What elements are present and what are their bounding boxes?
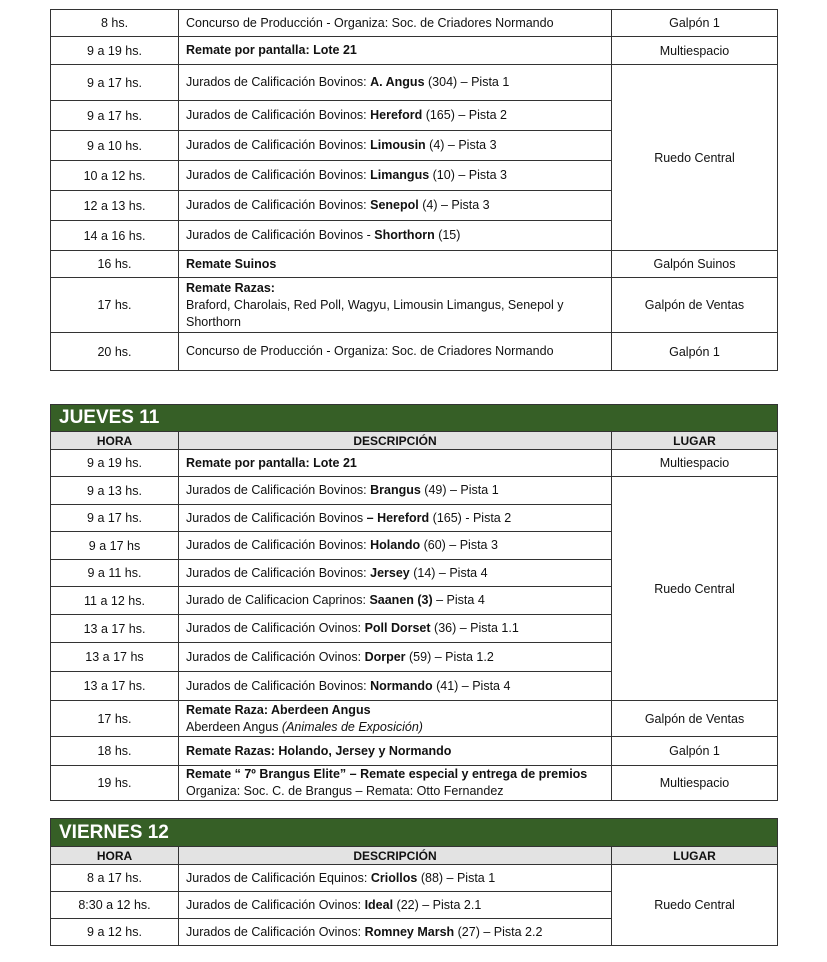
descripcion-cell: Jurados de Calificación Bovinos: Holando (60) – Pista 3 xyxy=(179,532,612,560)
table-row xyxy=(51,65,778,101)
schedule-table-viernes xyxy=(50,818,778,946)
descripcion-cell: Jurados de Calificación Bovinos: Senepol (4) – Pista 3 xyxy=(179,191,612,221)
header-lugar: LUGAR xyxy=(612,432,778,450)
hora-cell: 16 hs. xyxy=(51,251,179,278)
lugar-cell: Multiespacio xyxy=(612,450,778,477)
lugar-cell: Multiespacio xyxy=(612,766,778,801)
descripcion-cell: Remate por pantalla: Lote 21 xyxy=(179,450,612,477)
descripcion-cell: Remate por pantalla: Lote 21 xyxy=(179,37,612,65)
lugar-cell: Galpón 1 xyxy=(612,737,778,766)
header-descripcion: DESCRIPCIÓN xyxy=(179,432,612,450)
hora-cell: 13 a 17 hs. xyxy=(51,615,179,643)
hora-cell: 9 a 17 hs. xyxy=(51,65,179,101)
descripcion-cell: Remate Suinos xyxy=(179,251,612,278)
descripcion-cell: Jurados de Calificación Bovinos: A. Angus (304) – Pista 1 xyxy=(179,65,612,101)
descripcion-cell: Concurso de Producción - Organiza: Soc. de Criadores Normando xyxy=(179,10,612,37)
header-lugar: LUGAR xyxy=(612,847,778,865)
table-row xyxy=(51,37,778,65)
hora-cell: 20 hs. xyxy=(51,333,179,371)
hora-cell: 14 a 16 hs. xyxy=(51,221,179,251)
table-row xyxy=(51,450,778,477)
table-row xyxy=(51,333,778,371)
lugar-cell: Galpón Suinos xyxy=(612,251,778,278)
hora-cell: 17 hs. xyxy=(51,701,179,737)
hora-cell: 17 hs. xyxy=(51,278,179,333)
hora-cell: 8 hs. xyxy=(51,10,179,37)
column-header-row xyxy=(51,847,778,865)
table-row xyxy=(51,278,778,333)
hora-cell: 11 a 12 hs. xyxy=(51,587,179,615)
hora-cell: 9 a 17 hs xyxy=(51,532,179,560)
day-title-row xyxy=(51,405,778,432)
column-header-row xyxy=(51,432,778,450)
hora-cell: 9 a 11 hs. xyxy=(51,560,179,587)
day-title: JUEVES 11 xyxy=(51,405,778,432)
descripcion-cell: Jurados de Calificación Ovinos: Dorper (59) – Pista 1.2 xyxy=(179,643,612,672)
lugar-cell: Ruedo Central xyxy=(612,477,778,701)
descripcion-cell: Jurados de Calificación Bovinos: Jersey (14) – Pista 4 xyxy=(179,560,612,587)
descripcion-cell: Jurados de Calificación Ovinos: Romney Marsh (27) – Pista 2.2 xyxy=(179,919,612,946)
lugar-cell: Multiespacio xyxy=(612,37,778,65)
day-title-row xyxy=(51,819,778,847)
hora-cell: 10 a 12 hs. xyxy=(51,161,179,191)
table-row xyxy=(51,251,778,278)
table-row xyxy=(51,737,778,766)
hora-cell: 9 a 17 hs. xyxy=(51,505,179,532)
descripcion-cell: Jurados de Calificación Bovinos: Normando (41) – Pista 4 xyxy=(179,672,612,701)
hora-cell: 9 a 10 hs. xyxy=(51,131,179,161)
lugar-cell: Galpón 1 xyxy=(612,10,778,37)
hora-cell: 8 a 17 hs. xyxy=(51,865,179,892)
descripcion-cell: Jurado de Calificacion Caprinos: Saanen (3) – Pista 4 xyxy=(179,587,612,615)
descripcion-cell: Jurados de Calificación Bovinos - Shorthorn (15) xyxy=(179,221,612,251)
table-row xyxy=(51,10,778,37)
descripcion-cell: Jurados de Calificación Ovinos: Poll Dorset (36) – Pista 1.1 xyxy=(179,615,612,643)
descripcion-cell: Jurados de Calificación Bovinos: Hereford (165) – Pista 2 xyxy=(179,101,612,131)
table-row xyxy=(51,701,778,737)
descripcion-cell: Jurados de Calificación Bovinos – Hereford (165) - Pista 2 xyxy=(179,505,612,532)
hora-cell: 13 a 17 hs xyxy=(51,643,179,672)
hora-cell: 9 a 17 hs. xyxy=(51,101,179,131)
table-row xyxy=(51,865,778,892)
table-row xyxy=(51,766,778,801)
descripcion-cell: Remate “ 7º Brangus Elite” – Remate especial y entrega de premios Organiza: Soc. C. de Brangus – Remata: Otto Fernandez xyxy=(179,766,612,801)
schedule-table-jueves xyxy=(50,404,778,801)
descripcion-cell: Concurso de Producción - Organiza: Soc. de Criadores Normando xyxy=(179,333,612,371)
lugar-cell: Ruedo Central xyxy=(612,865,778,946)
lugar-cell: Ruedo Central xyxy=(612,65,778,251)
hora-cell: 9 a 19 hs. xyxy=(51,450,179,477)
hora-cell: 18 hs. xyxy=(51,737,179,766)
descripcion-cell: Jurados de Calificación Bovinos: Limangus (10) – Pista 3 xyxy=(179,161,612,191)
hora-cell: 9 a 19 hs. xyxy=(51,37,179,65)
header-hora: HORA xyxy=(51,432,179,450)
hora-cell: 9 a 12 hs. xyxy=(51,919,179,946)
descripcion-cell: Jurados de Calificación Ovinos: Ideal (22) – Pista 2.1 xyxy=(179,892,612,919)
descripcion-cell: Remate Razas: Braford, Charolais, Red Poll, Wagyu, Limousin Limangus, Senepol y Shorthorn xyxy=(179,278,612,333)
descripcion-cell: Jurados de Calificación Equinos: Criollos (88) – Pista 1 xyxy=(179,865,612,892)
lugar-cell: Galpón 1 xyxy=(612,333,778,371)
header-hora: HORA xyxy=(51,847,179,865)
hora-cell: 12 a 13 hs. xyxy=(51,191,179,221)
lugar-cell: Galpón de Ventas xyxy=(612,701,778,737)
descripcion-cell: Jurados de Calificación Bovinos: Limousin (4) – Pista 3 xyxy=(179,131,612,161)
header-descripcion: DESCRIPCIÓN xyxy=(179,847,612,865)
table-row xyxy=(51,477,778,505)
day-title: VIERNES 12 xyxy=(51,819,778,847)
lugar-cell: Galpón de Ventas xyxy=(612,278,778,333)
descripcion-cell: Remate Raza: Aberdeen Angus Aberdeen Angus (Animales de Exposición) xyxy=(179,701,612,737)
hora-cell: 13 a 17 hs. xyxy=(51,672,179,701)
hora-cell: 8:30 a 12 hs. xyxy=(51,892,179,919)
schedule-table-previous-day xyxy=(50,9,778,371)
hora-cell: 19 hs. xyxy=(51,766,179,801)
descripcion-cell: Jurados de Calificación Bovinos: Brangus (49) – Pista 1 xyxy=(179,477,612,505)
hora-cell: 9 a 13 hs. xyxy=(51,477,179,505)
descripcion-cell: Remate Razas: Holando, Jersey y Normando xyxy=(179,737,612,766)
